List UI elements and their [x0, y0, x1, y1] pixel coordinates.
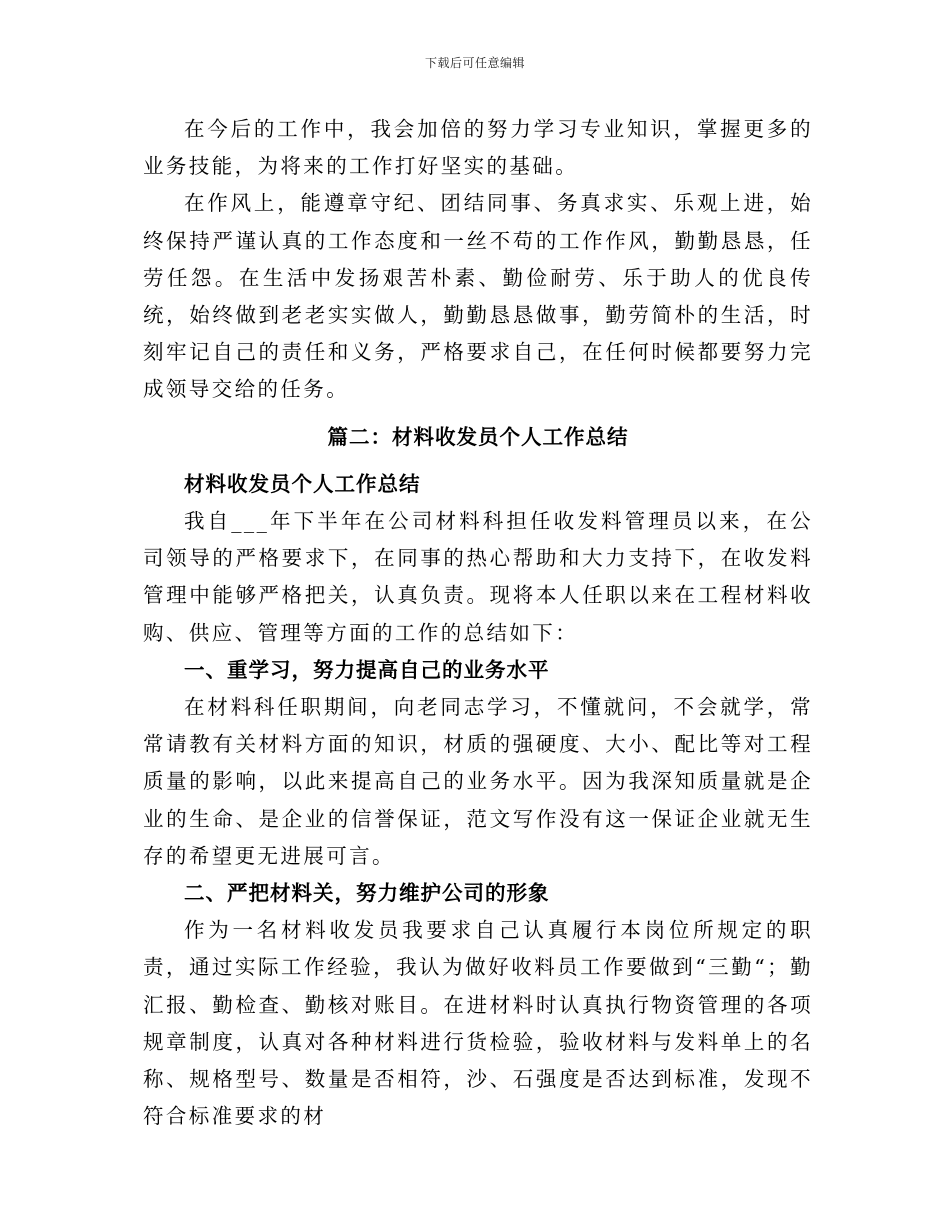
- paragraph: 作为一名材料收发员我要求自己认真履行本岗位所规定的职责，通过实际工作经验，我认为做好收料员工作要做到“三勤“；勤汇报、勤检查、勤核对账目。在进材料时认真执行物资管理的各项规章制度，认真对各种材料进行货检验，验收材料与发料单上的名称、规格型号、数量是否相符，沙、石强度是否达到标准，发现不符合标准要求的材: [143, 918, 813, 1129]
- paragraph: 我自___年下半年在公司材料科担任收发料管理员以来，在公司领导的严格要求下，在同事的热心帮助和大力支持下，在收发料管理中能够严格把关，认真负责。现将本人任职以来在工程材料收购、供应、管理等方面的工作的总结如下：: [143, 509, 813, 645]
- paragraph: 在材料科任职期间，向老同志学习，不懂就问，不会就学，常常请教有关材料方面的知识，材质的强硬度、大小、配比等对工程质量的影响，以此来提高自己的业务水平。因为我深知质量就是企业的生命、是企业的信誉保证，范文写作没有这一保证企业就无生存的希望更无进展可言。: [143, 695, 813, 868]
- paragraph: 在作风上，能遵章守纪、团结同事、务真求实、乐观上进，始终保持严谨认真的工作态度和一丝不苟的工作作风，勤勤恳恳，任劳任怨。在生活中发扬艰苦朴素、勤俭耐劳、乐于助人的优良传统，始终做到老老实实做人，勤勤恳恳做事，勤劳简朴的生活，时刻牢记自己的责任和义务，严格要求自己，在任何时候都要努力完成领导交给的任务。: [143, 191, 813, 402]
- section-heading: 二、严把材料关，努力维护公司的形象: [184, 881, 550, 906]
- paragraph: 在今后的工作中，我会加倍的努力学习专业知识，掌握更多的业务技能，为将来的工作打好坚实的基础。: [143, 117, 813, 179]
- document-body: [143, 111, 813, 1135]
- section-title: 篇二：材料收发员个人工作总结: [327, 424, 629, 449]
- document-subtitle: 材料收发员个人工作总结: [184, 471, 421, 496]
- section-heading: 一、重学习，努力提高自己的业务水平: [184, 657, 550, 682]
- page-header: 下载后可任意编辑: [424, 56, 525, 70]
